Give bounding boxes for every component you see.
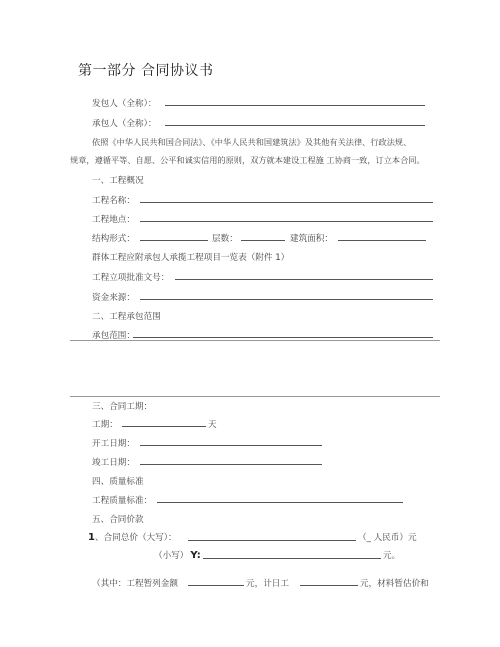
breakdown-part-b: 元，计日工 [246, 579, 289, 589]
total-price-words-field[interactable] [188, 531, 356, 541]
total-price-figures-field[interactable] [203, 549, 381, 559]
daywork-field[interactable] [300, 576, 358, 586]
total-price-number: 1 [88, 532, 95, 543]
small-price-text: （小写） [154, 551, 189, 561]
section4-heading: 四、质量标准 [92, 477, 144, 487]
end-date-field[interactable] [140, 455, 322, 465]
page-title: 第一部分 合同协议书 [78, 63, 214, 79]
project-name-field[interactable] [140, 193, 433, 203]
contractor-name-field[interactable] [165, 116, 425, 126]
area-label: 建筑面积： [290, 234, 333, 244]
contractor-label: 承包人（全称）： [92, 119, 157, 129]
project-location-field[interactable] [140, 212, 433, 222]
approval-number-label: 工程立项批准文号： [92, 273, 170, 283]
project-name-label: 工程名称： [92, 196, 135, 206]
section-divider [70, 396, 440, 397]
section2-heading: 二、工程承包范围 [92, 312, 161, 322]
structure-label: 结构形式： [92, 234, 135, 244]
duration-unit: 天 [208, 420, 217, 430]
approval-number-field[interactable] [175, 270, 433, 280]
area-field[interactable] [338, 231, 426, 241]
funding-source-field[interactable] [140, 290, 433, 300]
duration-label: 工期： [92, 420, 118, 430]
scope-label: 承包范围： [92, 331, 135, 341]
total-price-label [88, 531, 177, 543]
employer-label: 发包人（全称）： [92, 99, 157, 109]
total-price-text: 、合同总价（大写）： [94, 533, 177, 543]
breakdown-part-a: （其中：工程暂列金额 [92, 579, 178, 589]
project-location-label: 工程地点： [92, 215, 135, 225]
group-project-note: 群体工程应附承包人承揽工程项目一览表（附件 1） [92, 253, 290, 263]
intro-line-2: 规章，遵循平等、自愿、公平和诚实信用的原则，双方就本建设工程施 工协商一致，订立本合同。 [70, 155, 425, 165]
quality-label: 工程质量标准： [92, 496, 153, 506]
small-price-label [154, 549, 201, 561]
floors-field[interactable] [241, 231, 285, 241]
start-date-label: 开工日期： [92, 439, 135, 449]
provisional-sum-field[interactable] [188, 576, 244, 586]
start-date-field[interactable] [140, 436, 322, 446]
scope-divider [70, 340, 440, 341]
section5-heading: 五、合同价款 [92, 515, 144, 525]
yuan-symbol: Y: [190, 550, 201, 561]
funding-source-label: 资金来源： [92, 293, 135, 303]
quality-field[interactable] [157, 493, 403, 503]
section1-heading: 一、工程概况 [92, 176, 144, 186]
floors-label: 层数： [212, 234, 238, 244]
employer-name-field[interactable] [165, 96, 425, 106]
breakdown-part-c: 元，材料暂估价和 [360, 579, 429, 589]
section3-heading: 三、合同工期： [92, 402, 153, 412]
duration-field[interactable] [122, 417, 206, 427]
end-date-label: 竣工日期： [92, 458, 135, 468]
scope-field[interactable] [133, 328, 433, 338]
currency-note: （_ 人民币）元 [358, 533, 417, 543]
intro-line-1: 依照《中华人民共和国合同法》、《中华人民共和国建筑法》及其他有关法律、行政法规、 [92, 137, 412, 147]
structure-field[interactable] [140, 231, 208, 241]
small-price-unit: 元。 [383, 551, 401, 561]
